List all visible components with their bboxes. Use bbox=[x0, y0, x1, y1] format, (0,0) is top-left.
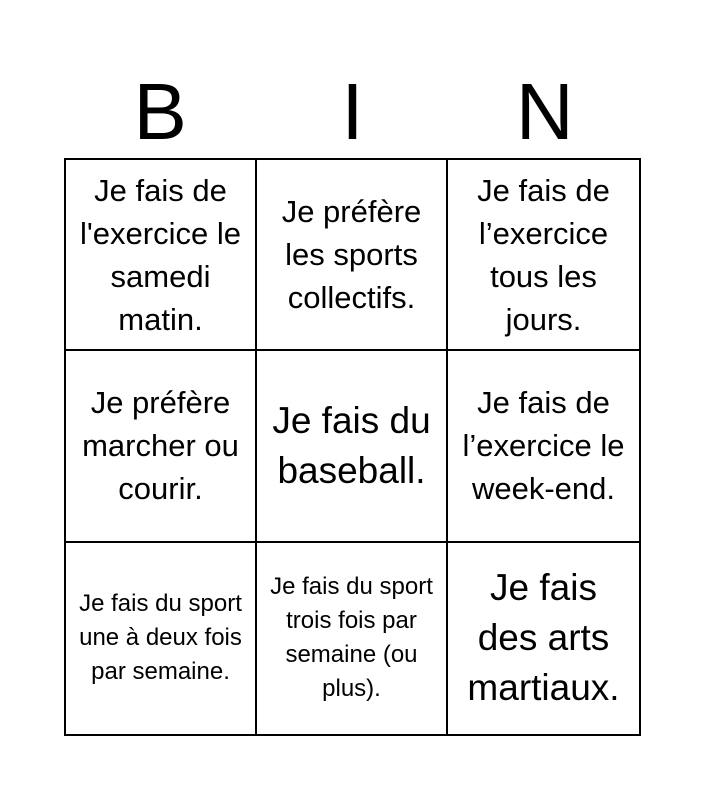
bingo-cell[interactable] bbox=[448, 543, 639, 734]
bingo-cell[interactable] bbox=[257, 351, 448, 542]
header-letter-b: B bbox=[133, 67, 187, 156]
cell-text: Je fais du baseball. bbox=[272, 399, 431, 491]
bingo-header bbox=[64, 66, 641, 158]
bingo-cell[interactable] bbox=[257, 160, 448, 351]
bingo-cell[interactable] bbox=[66, 351, 257, 542]
bingo-cell[interactable] bbox=[448, 160, 639, 351]
cell-text: Je fais de l'exercice le samedi matin. bbox=[80, 172, 241, 337]
bingo-cell[interactable] bbox=[257, 543, 448, 734]
cell-text: Je fais du sport une à deux fois par semaine. bbox=[79, 590, 242, 686]
cell-text: Je préfère marcher ou courir. bbox=[82, 385, 239, 507]
header-letter-n: N bbox=[515, 67, 574, 156]
header-letter-i: I bbox=[341, 67, 364, 156]
bingo-grid bbox=[64, 158, 641, 736]
bingo-cell[interactable] bbox=[448, 351, 639, 542]
bingo-cell[interactable] bbox=[66, 543, 257, 734]
cell-text: Je fais du sport trois fois par semaine (ou plus). bbox=[270, 573, 433, 703]
bingo-cell[interactable] bbox=[66, 160, 257, 351]
cell-text: Je fais des arts martiaux. bbox=[467, 567, 620, 709]
cell-text: Je fais de l’exercice le week-end. bbox=[462, 385, 625, 507]
cell-text: Je fais de l’exercice tous les jours. bbox=[477, 172, 610, 337]
cell-text: Je préfère les sports collectifs. bbox=[281, 194, 422, 316]
